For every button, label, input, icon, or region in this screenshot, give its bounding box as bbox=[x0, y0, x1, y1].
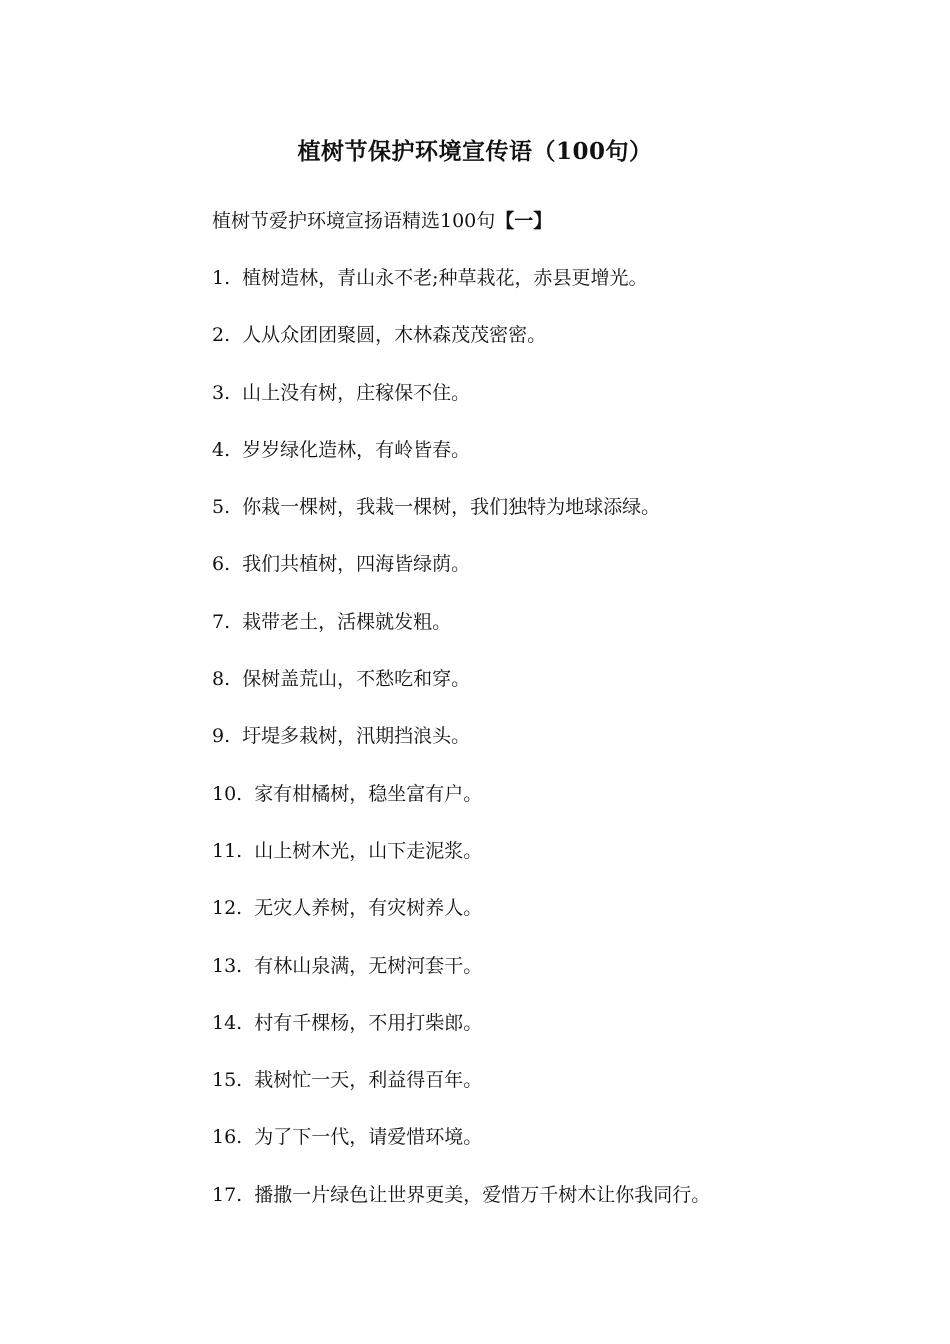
section-heading bbox=[212, 205, 552, 237]
list-item-number: 16. bbox=[212, 1126, 243, 1149]
list-item bbox=[212, 835, 710, 892]
section-marker: 【一】 bbox=[495, 210, 553, 232]
list-item-number: 2. bbox=[212, 324, 231, 347]
list-item-text: 栽树忙一天，利益得百年。 bbox=[254, 1069, 483, 1092]
list-item bbox=[212, 1179, 710, 1236]
list-item-number: 14. bbox=[212, 1011, 243, 1034]
list-item-number: 11. bbox=[212, 839, 243, 862]
list-item-number: 12. bbox=[212, 897, 243, 920]
list-item bbox=[212, 950, 710, 1007]
list-item bbox=[212, 262, 710, 319]
list-item-text: 栽带老土，活棵就发粗。 bbox=[242, 610, 452, 633]
list-item-number: 10. bbox=[212, 782, 243, 805]
list-item bbox=[212, 1064, 710, 1121]
list-item bbox=[212, 892, 710, 949]
list-item bbox=[212, 606, 710, 663]
list-item bbox=[212, 491, 710, 548]
document-title: 植树节保护环境宣传语（100句） bbox=[297, 138, 653, 165]
list-item bbox=[212, 319, 710, 376]
list-item bbox=[212, 377, 710, 434]
list-item bbox=[212, 434, 710, 491]
list-item bbox=[212, 663, 710, 720]
list-item-text: 无灾人养树，有灾树养人。 bbox=[254, 897, 483, 920]
list-item-number: 9. bbox=[212, 725, 231, 748]
list-item-text: 家有柑橘树，稳坐富有户。 bbox=[254, 782, 483, 805]
list-item-text: 植树造林，青山永不老;种草栽花，赤县更增光。 bbox=[242, 267, 648, 289]
list-item-number: 13. bbox=[212, 954, 243, 977]
list-item-number: 6. bbox=[212, 553, 231, 576]
list-item-text: 山上没有树，庄稼保不住。 bbox=[242, 381, 471, 404]
list-item-number: 4. bbox=[212, 438, 231, 461]
list-item-number: 8. bbox=[212, 668, 231, 691]
list-item-text: 你栽一棵树，我栽一棵树，我们独特为地球添绿。 bbox=[242, 496, 661, 519]
list-item-number: 3. bbox=[212, 381, 231, 404]
list-item-number: 1. bbox=[212, 267, 231, 289]
section-heading-text: 植树节爱护环境宣扬语精选100句 bbox=[212, 210, 496, 232]
list-item-text: 圩堤多栽树，汛期挡浪头。 bbox=[242, 725, 471, 748]
list-item-text: 为了下一代，请爱惜环境。 bbox=[254, 1126, 483, 1149]
list-item-text: 山上树木光，山下走泥浆。 bbox=[254, 839, 483, 862]
list-item-text: 保树盖荒山，不愁吃和穿。 bbox=[242, 668, 471, 691]
list-item bbox=[212, 548, 710, 605]
list-item-number: 17. bbox=[212, 1183, 243, 1206]
list-item bbox=[212, 720, 710, 777]
list-item-number: 5. bbox=[212, 496, 231, 519]
list-item-text: 播撒一片绿色让世界更美，爱惜万千树木让你我同行。 bbox=[254, 1183, 711, 1206]
list-item bbox=[212, 1121, 710, 1178]
list-item-text: 我们共植树，四海皆绿荫。 bbox=[242, 553, 471, 576]
list-item-text: 村有千棵杨，不用打柴郎。 bbox=[254, 1011, 483, 1034]
list-item-text: 有林山泉满，无树河套干。 bbox=[254, 954, 483, 977]
list-item-number: 15. bbox=[212, 1069, 243, 1092]
slogan-list bbox=[212, 262, 710, 1236]
list-item-text: 岁岁绿化造林，有岭皆春。 bbox=[242, 438, 471, 461]
list-item-number: 7. bbox=[212, 610, 231, 633]
list-item bbox=[212, 1007, 710, 1064]
list-item-text: 人从众团团聚圆，木林森茂茂密密。 bbox=[242, 324, 547, 347]
list-item bbox=[212, 778, 710, 835]
